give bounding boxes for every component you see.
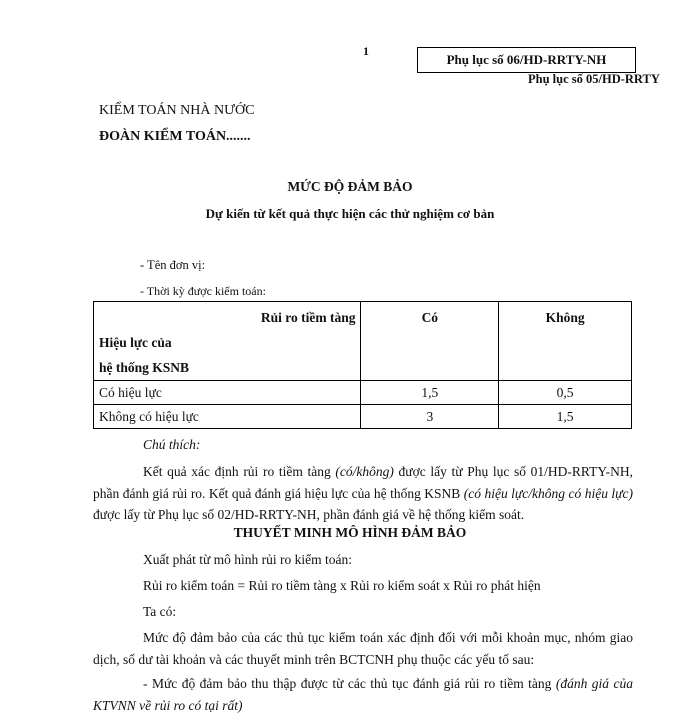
explanation-paragraph: Mức độ đảm bảo của các thủ tục kiểm toán xác định đối với mỗi khoản mục, nhóm giao dịch, số dư tài khoản và các thuyết minh trên BCTCNH phụ thuộc các yếu tố sau: <box>93 630 633 667</box>
document-subtitle: Dự kiến từ kết quả thực hiện các thử nghiệm cơ bản <box>205 206 495 221</box>
column-header-no: Không <box>499 302 632 381</box>
control-effectiveness-header-line2: hệ thống KSNB <box>99 360 190 375</box>
explanation-bullet <box>93 673 633 716</box>
table-corner-cell <box>94 302 361 381</box>
appendix-number-label: Phụ lục số 06/HD-RRTY-NH <box>446 52 607 67</box>
agency-name: KIỂM TOÁN NHÀ NƯỚC <box>99 103 255 118</box>
explanation-line-1: Xuất phát từ mô hình rủi ro kiểm toán: <box>143 552 353 567</box>
note-italic-1: (có/không) <box>335 464 394 479</box>
assurance-matrix-table <box>93 301 632 429</box>
column-header-yes: Có <box>361 302 499 381</box>
explanation-title: THUYẾT MINH MÔ HÌNH ĐẢM BẢO <box>233 525 467 540</box>
control-effectiveness-header-line1: Hiệu lực của <box>99 335 172 350</box>
cell-yes: 3 <box>361 405 499 429</box>
note-text-2: được lấy từ Phụ lục số 01/HD-RRTY-NH, phần đánh giá rủi ro. Kết quả đánh giá hiệu lực của hệ thống KSNB <box>93 464 633 501</box>
cell-yes: 1,5 <box>361 381 499 405</box>
document-title: MỨC ĐỘ ĐẢM BẢO <box>287 179 413 194</box>
note-text-1: Kết quả xác định rủi ro tiềm tàng <box>143 464 336 479</box>
appendix-number-box <box>417 47 636 73</box>
table-header-row <box>94 302 632 381</box>
audit-risk-formula: Rủi ro kiểm toán = Rủi ro tiềm tàng x Rủi ro kiểm soát x Rủi ro phát hiện <box>143 578 541 593</box>
cell-no: 1,5 <box>499 405 632 429</box>
note-text-3: được lấy từ Phụ lục số 02/HD-RRTY-NH, phần đánh giá về hệ thống kiểm soát. <box>93 507 525 522</box>
cell-no: 0,5 <box>499 381 632 405</box>
appendix-subnumber: Phụ lục số 05/HD-RRTY <box>528 72 660 86</box>
table-row <box>94 381 632 405</box>
row-label: Không có hiệu lực <box>94 405 361 429</box>
unit-name-field: - Tên đơn vị: <box>140 258 206 272</box>
note-paragraph <box>93 461 633 526</box>
bullet-text: - Mức độ đảm bảo thu thập được từ các thủ tục đánh giá rủi ro tiềm tàng <box>143 676 556 691</box>
table-row <box>94 405 632 429</box>
explanation-line-3: Ta có: <box>143 604 177 619</box>
row-label: Có hiệu lực <box>94 381 361 405</box>
note-label: Chú thích: <box>143 437 201 452</box>
page-number: 1 <box>363 44 369 58</box>
note-italic-2: (có hiệu lực/không có hiệu lực) <box>463 485 634 501</box>
audit-team-name: ĐOÀN KIỂM TOÁN....... <box>99 129 251 144</box>
bullet-italic: (đánh giá của KTVNN về rủi ro có tại rất) <box>93 676 633 713</box>
inherent-risk-header: Rủi ro tiềm tàng <box>260 310 356 325</box>
audit-period-field: - Thời kỳ được kiểm toán: <box>140 284 266 298</box>
